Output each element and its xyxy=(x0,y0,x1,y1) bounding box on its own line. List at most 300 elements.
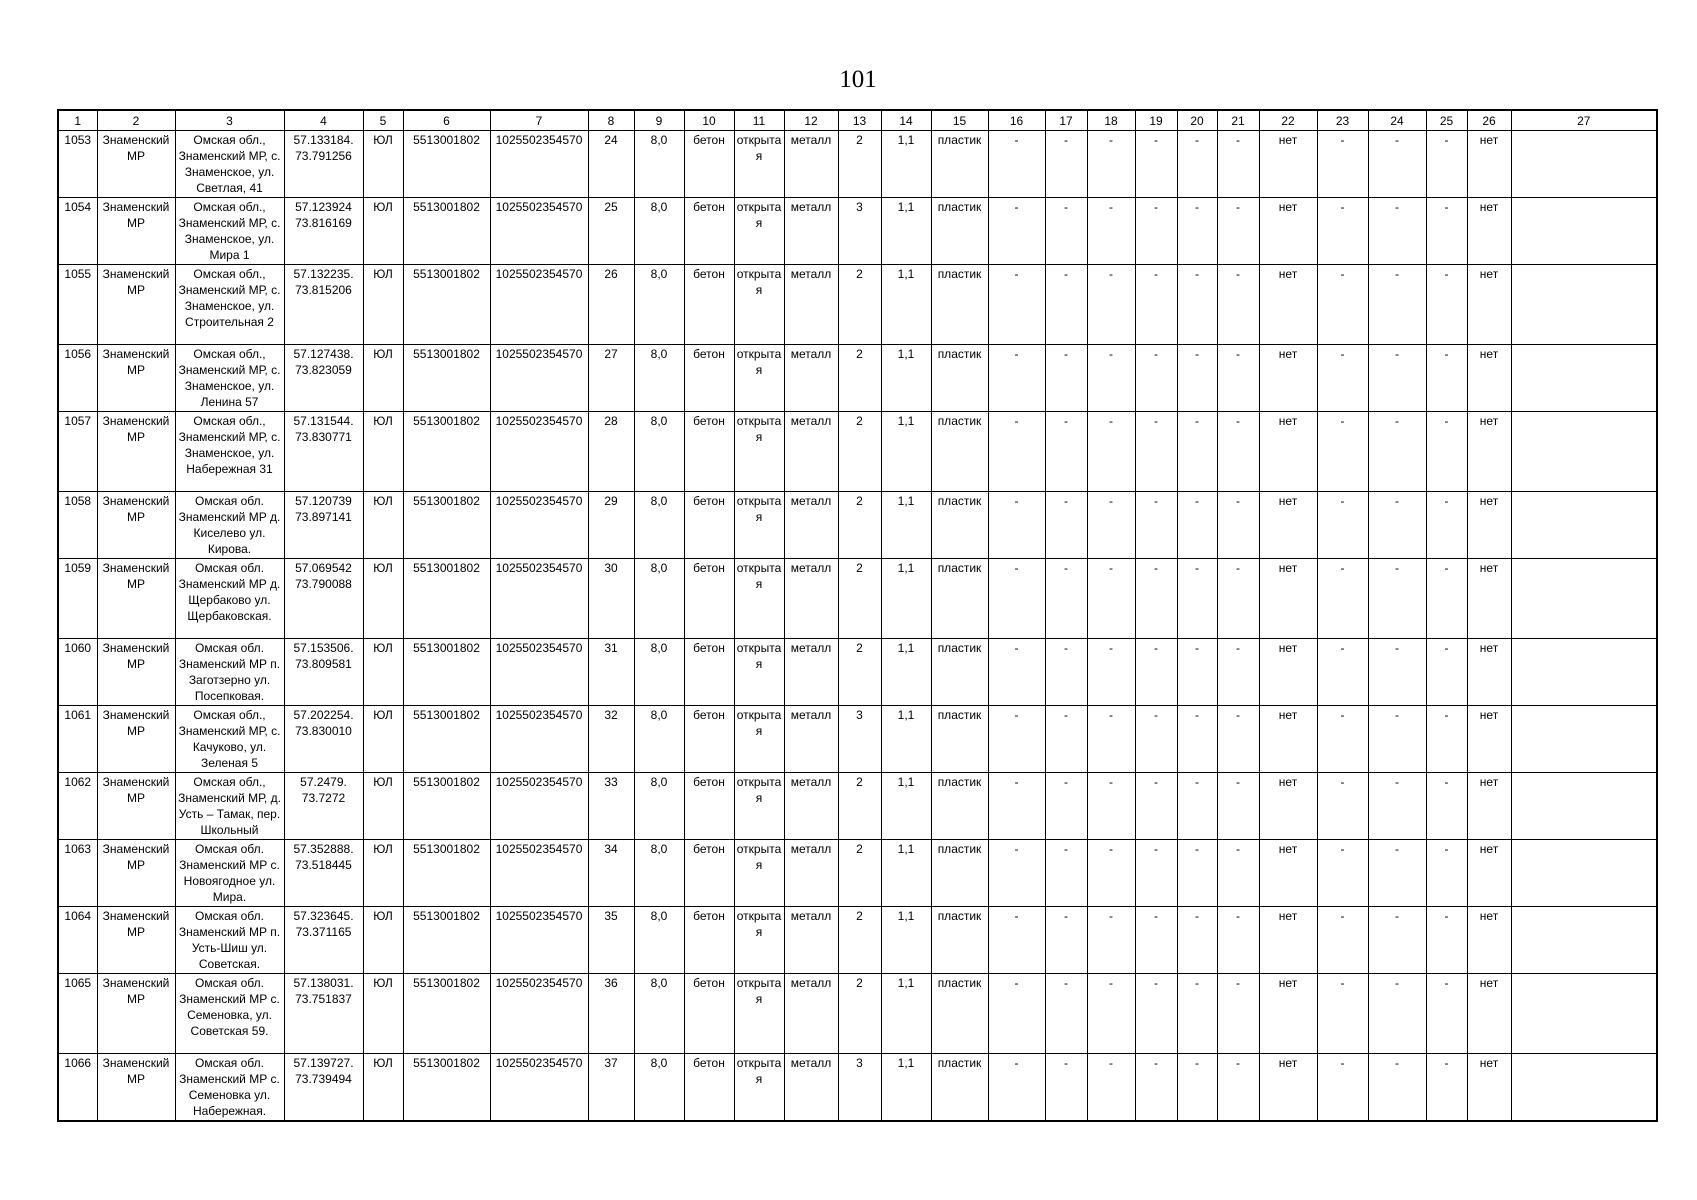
cell-col-25: - xyxy=(1426,907,1467,974)
cell-col-27 xyxy=(1511,345,1657,412)
cell-col-16: - xyxy=(988,345,1045,412)
cell-col-17: - xyxy=(1045,1054,1087,1122)
cell-col-18: - xyxy=(1087,639,1135,706)
cell-col-4: 57.323645. 73.371165 xyxy=(284,907,363,974)
cell-col-4: 57.153506. 73.809581 xyxy=(284,639,363,706)
table-row xyxy=(58,840,1657,907)
column-header-1: 1 xyxy=(58,110,97,131)
cell-col-8: 29 xyxy=(588,492,634,559)
cell-col-3: Омская обл., Знаменский МР, с. Знаменское, ул. Мира 1 xyxy=(175,198,284,265)
cell-col-6: 5513001802 xyxy=(403,345,490,412)
cell-col-18: - xyxy=(1087,1054,1135,1122)
cell-col-10: бетон xyxy=(684,492,734,559)
cell-col-2: Знаменский МР xyxy=(97,706,175,773)
cell-col-23: - xyxy=(1317,412,1368,492)
cell-col-10: бетон xyxy=(684,706,734,773)
cell-col-26: нет xyxy=(1467,974,1511,1054)
cell-col-11: открытая xyxy=(734,639,784,706)
cell-col-25: - xyxy=(1426,492,1467,559)
table-row xyxy=(58,198,1657,265)
cell-col-1: 1059 xyxy=(58,559,97,639)
cell-col-7: 1025502354570 xyxy=(490,639,588,706)
cell-col-9: 8,0 xyxy=(634,559,684,639)
cell-col-20: - xyxy=(1177,840,1217,907)
cell-col-2: Знаменский МР xyxy=(97,1054,175,1122)
column-header-7: 7 xyxy=(490,110,588,131)
table-row xyxy=(58,265,1657,345)
cell-col-21: - xyxy=(1217,1054,1259,1122)
cell-col-6: 5513001802 xyxy=(403,131,490,198)
cell-col-25: - xyxy=(1426,559,1467,639)
cell-col-5: ЮЛ xyxy=(363,412,403,492)
cell-col-9: 8,0 xyxy=(634,773,684,840)
cell-col-8: 37 xyxy=(588,1054,634,1122)
table-row xyxy=(58,1054,1657,1122)
cell-col-7: 1025502354570 xyxy=(490,907,588,974)
cell-col-23: - xyxy=(1317,559,1368,639)
cell-col-18: - xyxy=(1087,706,1135,773)
cell-col-4: 57.131544. 73.830771 xyxy=(284,412,363,492)
column-header-26: 26 xyxy=(1467,110,1511,131)
cell-col-5: ЮЛ xyxy=(363,559,403,639)
cell-col-13: 2 xyxy=(838,773,881,840)
cell-col-16: - xyxy=(988,131,1045,198)
column-header-24: 24 xyxy=(1368,110,1426,131)
cell-col-4: 57.2479. 73.7272 xyxy=(284,773,363,840)
cell-col-1: 1053 xyxy=(58,131,97,198)
cell-col-26: нет xyxy=(1467,639,1511,706)
cell-col-25: - xyxy=(1426,1054,1467,1122)
table-row xyxy=(58,412,1657,492)
cell-col-16: - xyxy=(988,706,1045,773)
cell-col-25: - xyxy=(1426,706,1467,773)
cell-col-20: - xyxy=(1177,131,1217,198)
cell-col-9: 8,0 xyxy=(634,840,684,907)
cell-col-10: бетон xyxy=(684,840,734,907)
cell-col-17: - xyxy=(1045,412,1087,492)
cell-col-3: Омская обл. Знаменский МР п. Заготзерно ул. Посепковая. xyxy=(175,639,284,706)
cell-col-18: - xyxy=(1087,265,1135,345)
cell-col-15: пластик xyxy=(931,773,988,840)
cell-col-12: металл xyxy=(784,773,838,840)
cell-col-11: открытая xyxy=(734,559,784,639)
cell-col-7: 1025502354570 xyxy=(490,773,588,840)
cell-col-1: 1054 xyxy=(58,198,97,265)
cell-col-25: - xyxy=(1426,840,1467,907)
table-row xyxy=(58,974,1657,1054)
cell-col-7: 1025502354570 xyxy=(490,974,588,1054)
cell-col-21: - xyxy=(1217,265,1259,345)
cell-col-24: - xyxy=(1368,974,1426,1054)
cell-col-13: 2 xyxy=(838,131,881,198)
cell-col-17: - xyxy=(1045,131,1087,198)
cell-col-1: 1065 xyxy=(58,974,97,1054)
cell-col-12: металл xyxy=(784,492,838,559)
cell-col-2: Знаменский МР xyxy=(97,412,175,492)
column-header-15: 15 xyxy=(931,110,988,131)
cell-col-27 xyxy=(1511,773,1657,840)
cell-col-15: пластик xyxy=(931,1054,988,1122)
cell-col-4: 57.133184. 73.791256 xyxy=(284,131,363,198)
cell-col-21: - xyxy=(1217,639,1259,706)
cell-col-8: 35 xyxy=(588,907,634,974)
cell-col-4: 57.127438. 73.823059 xyxy=(284,345,363,412)
cell-col-20: - xyxy=(1177,559,1217,639)
cell-col-4: 57.138031. 73.751837 xyxy=(284,974,363,1054)
cell-col-2: Знаменский МР xyxy=(97,131,175,198)
column-header-11: 11 xyxy=(734,110,784,131)
cell-col-14: 1,1 xyxy=(881,131,931,198)
cell-col-6: 5513001802 xyxy=(403,773,490,840)
cell-col-18: - xyxy=(1087,412,1135,492)
cell-col-15: пластик xyxy=(931,974,988,1054)
cell-col-11: открытая xyxy=(734,974,784,1054)
column-header-12: 12 xyxy=(784,110,838,131)
cell-col-15: пластик xyxy=(931,492,988,559)
cell-col-23: - xyxy=(1317,974,1368,1054)
cell-col-23: - xyxy=(1317,265,1368,345)
cell-col-5: ЮЛ xyxy=(363,198,403,265)
cell-col-20: - xyxy=(1177,412,1217,492)
cell-col-9: 8,0 xyxy=(634,706,684,773)
column-header-25: 25 xyxy=(1426,110,1467,131)
cell-col-4: 57.069542 73.790088 xyxy=(284,559,363,639)
cell-col-11: открытая xyxy=(734,198,784,265)
cell-col-11: открытая xyxy=(734,706,784,773)
cell-col-4: 57.132235. 73.815206 xyxy=(284,265,363,345)
cell-col-13: 2 xyxy=(838,840,881,907)
cell-col-15: пластик xyxy=(931,706,988,773)
cell-col-11: открытая xyxy=(734,131,784,198)
cell-col-2: Знаменский МР xyxy=(97,559,175,639)
cell-col-1: 1063 xyxy=(58,840,97,907)
cell-col-10: бетон xyxy=(684,773,734,840)
cell-col-27 xyxy=(1511,1054,1657,1122)
cell-col-7: 1025502354570 xyxy=(490,706,588,773)
cell-col-12: металл xyxy=(784,639,838,706)
cell-col-14: 1,1 xyxy=(881,345,931,412)
cell-col-13: 3 xyxy=(838,706,881,773)
column-header-3: 3 xyxy=(175,110,284,131)
cell-col-24: - xyxy=(1368,131,1426,198)
cell-col-21: - xyxy=(1217,907,1259,974)
cell-col-12: металл xyxy=(784,265,838,345)
column-header-18: 18 xyxy=(1087,110,1135,131)
cell-col-21: - xyxy=(1217,198,1259,265)
cell-col-15: пластик xyxy=(931,131,988,198)
cell-col-22: нет xyxy=(1259,265,1317,345)
table-row xyxy=(58,492,1657,559)
cell-col-7: 1025502354570 xyxy=(490,492,588,559)
cell-col-2: Знаменский МР xyxy=(97,345,175,412)
cell-col-1: 1057 xyxy=(58,412,97,492)
cell-col-17: - xyxy=(1045,639,1087,706)
cell-col-25: - xyxy=(1426,412,1467,492)
cell-col-21: - xyxy=(1217,412,1259,492)
cell-col-16: - xyxy=(988,492,1045,559)
cell-col-15: пластик xyxy=(931,840,988,907)
cell-col-20: - xyxy=(1177,345,1217,412)
cell-col-1: 1056 xyxy=(58,345,97,412)
cell-col-6: 5513001802 xyxy=(403,907,490,974)
cell-col-23: - xyxy=(1317,198,1368,265)
cell-col-12: металл xyxy=(784,840,838,907)
cell-col-12: металл xyxy=(784,559,838,639)
cell-col-24: - xyxy=(1368,639,1426,706)
cell-col-18: - xyxy=(1087,559,1135,639)
cell-col-5: ЮЛ xyxy=(363,974,403,1054)
cell-col-18: - xyxy=(1087,492,1135,559)
cell-col-10: бетон xyxy=(684,559,734,639)
cell-col-20: - xyxy=(1177,198,1217,265)
cell-col-19: - xyxy=(1135,265,1177,345)
cell-col-14: 1,1 xyxy=(881,492,931,559)
cell-col-24: - xyxy=(1368,706,1426,773)
cell-col-22: нет xyxy=(1259,345,1317,412)
cell-col-9: 8,0 xyxy=(634,1054,684,1122)
cell-col-16: - xyxy=(988,907,1045,974)
cell-col-22: нет xyxy=(1259,131,1317,198)
column-header-4: 4 xyxy=(284,110,363,131)
cell-col-8: 31 xyxy=(588,639,634,706)
cell-col-16: - xyxy=(988,559,1045,639)
cell-col-19: - xyxy=(1135,840,1177,907)
cell-col-24: - xyxy=(1368,1054,1426,1122)
table-row xyxy=(58,131,1657,198)
cell-col-3: Омская обл. Знаменский МР п. Усть-Шиш ул. Советская. xyxy=(175,907,284,974)
cell-col-24: - xyxy=(1368,345,1426,412)
cell-col-24: - xyxy=(1368,773,1426,840)
cell-col-16: - xyxy=(988,639,1045,706)
cell-col-4: 57.123924 73.816169 xyxy=(284,198,363,265)
cell-col-11: открытая xyxy=(734,345,784,412)
cell-col-18: - xyxy=(1087,198,1135,265)
cell-col-17: - xyxy=(1045,840,1087,907)
cell-col-12: металл xyxy=(784,412,838,492)
cell-col-7: 1025502354570 xyxy=(490,345,588,412)
cell-col-1: 1055 xyxy=(58,265,97,345)
cell-col-18: - xyxy=(1087,131,1135,198)
header-row xyxy=(58,110,1657,131)
cell-col-4: 57.120739 73.897141 xyxy=(284,492,363,559)
table-row xyxy=(58,639,1657,706)
cell-col-11: открытая xyxy=(734,492,784,559)
cell-col-20: - xyxy=(1177,1054,1217,1122)
cell-col-19: - xyxy=(1135,131,1177,198)
cell-col-12: металл xyxy=(784,974,838,1054)
cell-col-14: 1,1 xyxy=(881,773,931,840)
cell-col-19: - xyxy=(1135,198,1177,265)
cell-col-8: 34 xyxy=(588,840,634,907)
cell-col-24: - xyxy=(1368,492,1426,559)
cell-col-26: нет xyxy=(1467,265,1511,345)
cell-col-12: металл xyxy=(784,706,838,773)
cell-col-7: 1025502354570 xyxy=(490,1054,588,1122)
cell-col-15: пластик xyxy=(931,639,988,706)
cell-col-2: Знаменский МР xyxy=(97,492,175,559)
cell-col-2: Знаменский МР xyxy=(97,198,175,265)
cell-col-24: - xyxy=(1368,559,1426,639)
cell-col-10: бетон xyxy=(684,265,734,345)
cell-col-22: нет xyxy=(1259,840,1317,907)
cell-col-26: нет xyxy=(1467,198,1511,265)
cell-col-25: - xyxy=(1426,639,1467,706)
cell-col-7: 1025502354570 xyxy=(490,131,588,198)
cell-col-19: - xyxy=(1135,639,1177,706)
cell-col-17: - xyxy=(1045,974,1087,1054)
cell-col-27 xyxy=(1511,198,1657,265)
cell-col-5: ЮЛ xyxy=(363,773,403,840)
cell-col-10: бетон xyxy=(684,1054,734,1122)
cell-col-21: - xyxy=(1217,559,1259,639)
cell-col-7: 1025502354570 xyxy=(490,265,588,345)
cell-col-18: - xyxy=(1087,773,1135,840)
cell-col-21: - xyxy=(1217,773,1259,840)
cell-col-3: Омская обл., Знаменский МР, с. Знаменское, ул. Строительная 2 xyxy=(175,265,284,345)
cell-col-3: Омская обл. Знаменский МР с. Семеновка, ул. Советская 59. xyxy=(175,974,284,1054)
cell-col-5: ЮЛ xyxy=(363,639,403,706)
cell-col-2: Знаменский МР xyxy=(97,840,175,907)
cell-col-22: нет xyxy=(1259,559,1317,639)
cell-col-24: - xyxy=(1368,840,1426,907)
cell-col-23: - xyxy=(1317,706,1368,773)
table-row xyxy=(58,773,1657,840)
cell-col-23: - xyxy=(1317,639,1368,706)
cell-col-8: 30 xyxy=(588,559,634,639)
cell-col-9: 8,0 xyxy=(634,974,684,1054)
cell-col-17: - xyxy=(1045,345,1087,412)
cell-col-9: 8,0 xyxy=(634,492,684,559)
cell-col-12: металл xyxy=(784,131,838,198)
cell-col-27 xyxy=(1511,492,1657,559)
cell-col-25: - xyxy=(1426,265,1467,345)
cell-col-27 xyxy=(1511,559,1657,639)
cell-col-6: 5513001802 xyxy=(403,559,490,639)
cell-col-6: 5513001802 xyxy=(403,412,490,492)
cell-col-23: - xyxy=(1317,907,1368,974)
cell-col-22: нет xyxy=(1259,412,1317,492)
column-header-13: 13 xyxy=(838,110,881,131)
cell-col-14: 1,1 xyxy=(881,265,931,345)
cell-col-8: 24 xyxy=(588,131,634,198)
cell-col-13: 3 xyxy=(838,198,881,265)
cell-col-7: 1025502354570 xyxy=(490,559,588,639)
cell-col-12: металл xyxy=(784,907,838,974)
cell-col-3: Омская обл., Знаменский МР, с. Качуково, ул. Зеленая 5 xyxy=(175,706,284,773)
column-header-17: 17 xyxy=(1045,110,1087,131)
cell-col-17: - xyxy=(1045,265,1087,345)
cell-col-2: Знаменский МР xyxy=(97,265,175,345)
cell-col-8: 26 xyxy=(588,265,634,345)
cell-col-26: нет xyxy=(1467,559,1511,639)
cell-col-9: 8,0 xyxy=(634,345,684,412)
cell-col-14: 1,1 xyxy=(881,907,931,974)
cell-col-23: - xyxy=(1317,131,1368,198)
cell-col-17: - xyxy=(1045,773,1087,840)
cell-col-23: - xyxy=(1317,840,1368,907)
cell-col-15: пластик xyxy=(931,265,988,345)
cell-col-22: нет xyxy=(1259,492,1317,559)
cell-col-11: открытая xyxy=(734,265,784,345)
cell-col-26: нет xyxy=(1467,492,1511,559)
cell-col-22: нет xyxy=(1259,706,1317,773)
cell-col-13: 2 xyxy=(838,412,881,492)
cell-col-1: 1066 xyxy=(58,1054,97,1122)
cell-col-3: Омская обл., Знаменский МР, с. Знаменское, ул. Светлая, 41 xyxy=(175,131,284,198)
cell-col-25: - xyxy=(1426,773,1467,840)
cell-col-8: 36 xyxy=(588,974,634,1054)
cell-col-23: - xyxy=(1317,1054,1368,1122)
cell-col-26: нет xyxy=(1467,706,1511,773)
cell-col-24: - xyxy=(1368,907,1426,974)
cell-col-13: 2 xyxy=(838,265,881,345)
cell-col-22: нет xyxy=(1259,974,1317,1054)
column-header-21: 21 xyxy=(1217,110,1259,131)
cell-col-21: - xyxy=(1217,840,1259,907)
cell-col-8: 25 xyxy=(588,198,634,265)
cell-col-6: 5513001802 xyxy=(403,1054,490,1122)
cell-col-6: 5513001802 xyxy=(403,265,490,345)
cell-col-27 xyxy=(1511,412,1657,492)
cell-col-20: - xyxy=(1177,265,1217,345)
cell-col-11: открытая xyxy=(734,773,784,840)
cell-col-3: Омская обл., Знаменский МР, д. Усть – Тамак, пер. Школьный xyxy=(175,773,284,840)
cell-col-15: пластик xyxy=(931,345,988,412)
cell-col-6: 5513001802 xyxy=(403,198,490,265)
cell-col-1: 1060 xyxy=(58,639,97,706)
cell-col-18: - xyxy=(1087,974,1135,1054)
cell-col-19: - xyxy=(1135,559,1177,639)
cell-col-12: металл xyxy=(784,198,838,265)
column-header-23: 23 xyxy=(1317,110,1368,131)
cell-col-11: открытая xyxy=(734,840,784,907)
cell-col-27 xyxy=(1511,131,1657,198)
cell-col-9: 8,0 xyxy=(634,198,684,265)
cell-col-1: 1062 xyxy=(58,773,97,840)
cell-col-5: ЮЛ xyxy=(363,265,403,345)
cell-col-2: Знаменский МР xyxy=(97,639,175,706)
column-header-14: 14 xyxy=(881,110,931,131)
cell-col-1: 1058 xyxy=(58,492,97,559)
cell-col-20: - xyxy=(1177,492,1217,559)
cell-col-19: - xyxy=(1135,345,1177,412)
cell-col-11: открытая xyxy=(734,412,784,492)
cell-col-19: - xyxy=(1135,706,1177,773)
cell-col-22: нет xyxy=(1259,1054,1317,1122)
cell-col-22: нет xyxy=(1259,639,1317,706)
cell-col-5: ЮЛ xyxy=(363,492,403,559)
cell-col-14: 1,1 xyxy=(881,974,931,1054)
cell-col-19: - xyxy=(1135,773,1177,840)
cell-col-22: нет xyxy=(1259,198,1317,265)
cell-col-14: 1,1 xyxy=(881,1054,931,1122)
cell-col-20: - xyxy=(1177,706,1217,773)
cell-col-10: бетон xyxy=(684,974,734,1054)
cell-col-18: - xyxy=(1087,840,1135,907)
cell-col-10: бетон xyxy=(684,412,734,492)
column-header-27: 27 xyxy=(1511,110,1657,131)
cell-col-7: 1025502354570 xyxy=(490,840,588,907)
cell-col-3: Омская обл. Знаменский МР с. Новоягодное ул. Мира. xyxy=(175,840,284,907)
cell-col-21: - xyxy=(1217,131,1259,198)
cell-col-13: 2 xyxy=(838,639,881,706)
cell-col-5: ЮЛ xyxy=(363,840,403,907)
cell-col-16: - xyxy=(988,265,1045,345)
column-header-8: 8 xyxy=(588,110,634,131)
cell-col-1: 1061 xyxy=(58,706,97,773)
cell-col-3: Омская обл., Знаменский МР, с. Знаменское, ул. Набережная 31 xyxy=(175,412,284,492)
cell-col-21: - xyxy=(1217,492,1259,559)
